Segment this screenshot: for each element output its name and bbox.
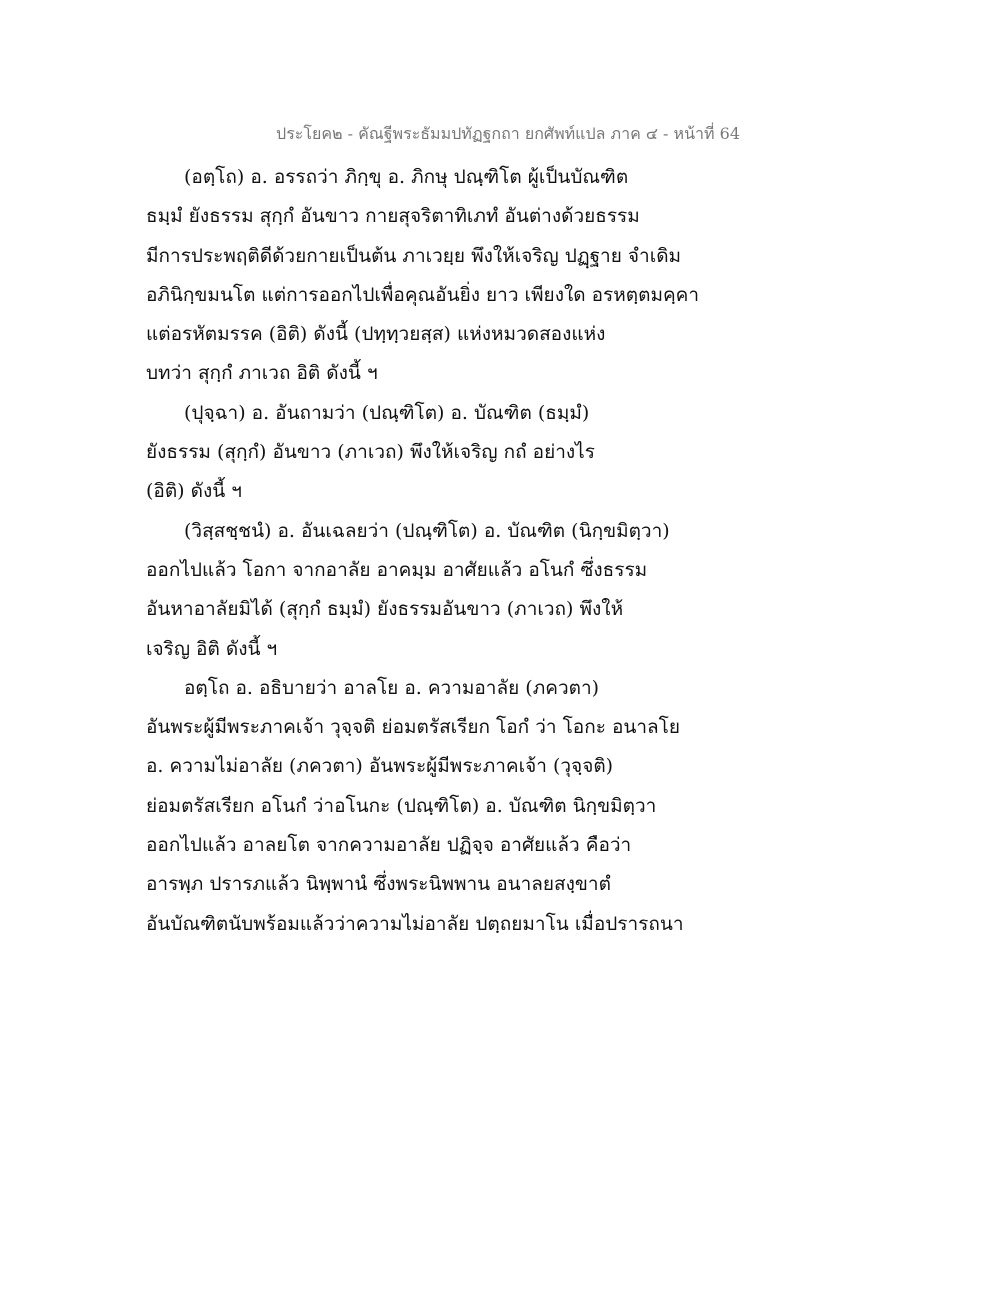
body-text xyxy=(146,158,706,944)
paragraph-line: ออกไปแล้ว โอกา จากอาลัย อาคมฺม อาศัยแล้ว อโนกํ ซึ่งธรรม xyxy=(146,558,648,581)
paragraph-line: อันพระผู้มีพระภาคเจ้า วุจฺจติ ย่อมตรัสเรียก โอกํ ว่า โอกะ อนาลโย xyxy=(146,716,681,739)
paragraph-line: (ปุจฺฉา) อ. อันถามว่า (ปณฺฑิโต) อ. บัณฑิต (ธมฺมํ) xyxy=(184,401,590,424)
paragraph-line: ออกไปแล้ว อาลยโต จากความอาลัย ปฏิจฺจ อาศัยแล้ว คือว่า xyxy=(146,834,632,857)
paragraph-line: บทว่า สุกฺกํ ภาเวถ อิติ ดังนี้ ฯ xyxy=(146,362,378,385)
paragraph-line: อภินิกฺขมนโต แต่การออกไปเพื่อคุณอันยิ่ง ยาว เพียงใด อรหตฺตมคฺคา xyxy=(146,283,700,306)
paragraph-line: อันหาอาลัยมิได้ (สุกฺกํ ธมฺมํ) ยังธรรมอันขาว (ภาเวถ) พึงให้ xyxy=(146,598,624,621)
paragraph-line: อารพฺภ ปรารภแล้ว นิพฺพานํ ซึ่งพระนิพพาน อนาลยสงฺขาตํ xyxy=(146,873,611,896)
paragraph-line: อ. ความไม่อาลัย (ภควตา) อันพระผู้มีพระภาคเจ้า (วุจฺจติ) xyxy=(146,755,614,778)
paragraph-line: อตฺโถ อ. อธิบายว่า อาลโย อ. ความอาลัย (ภควตา) xyxy=(184,676,600,699)
paragraph-line: ยังธรรม (สุกฺกํ) อันขาว (ภาเวถ) พึงให้เจริญ กถํ อย่างไร xyxy=(146,441,595,464)
paragraph-line: ธมฺมํ ยังธรรม สุกฺกํ อันขาว กายสุจริตาทิเภทํ อันต่างด้วยธรรม xyxy=(146,205,640,228)
paragraph-line: (อิติ) ดังนี้ ฯ xyxy=(146,480,242,503)
paragraph-line: (วิสฺสชฺชนํ) อ. อันเฉลยว่า (ปณฺฑิโต) อ. บัณฑิต (นิกฺขมิตฺวา) xyxy=(184,519,670,542)
paragraph-line: เจริญ อิติ ดังนี้ ฯ xyxy=(146,637,278,660)
paragraph-line: แต่อรหัตมรรค (อิติ) ดังนี้ (ปทฺทฺวยสฺส) แห่งหมวดสองแห่ง xyxy=(146,323,606,346)
running-header: ประโยค๒ - คัณฐีพระธัมมปทัฏฐกถา ยกศัพท์แปล ภาค ๔ - หน้าที่ 64 xyxy=(276,124,740,143)
paragraph-line: ย่อมตรัสเรียก อโนกํ ว่าอโนกะ (ปณฺฑิโต) อ. บัณฑิต นิกฺขมิตฺวา xyxy=(146,794,657,817)
paragraph-line: มีการประพฤติดีด้วยกายเป็นต้น ภาเวยฺย พึงให้เจริญ ปฏฺฐาย จำเดิม xyxy=(146,244,682,267)
paragraph-line: (อตฺโถ) อ. อรรถว่า ภิกฺขุ อ. ภิกษุ ปณฺฑิโต ผู้เป็นบัณฑิต xyxy=(184,166,629,188)
paragraph-line: อันบัณฑิตนับพร้อมแล้วว่าความไม่อาลัย ปตฺถยมาโน เมื่อปรารถนา xyxy=(146,912,684,935)
